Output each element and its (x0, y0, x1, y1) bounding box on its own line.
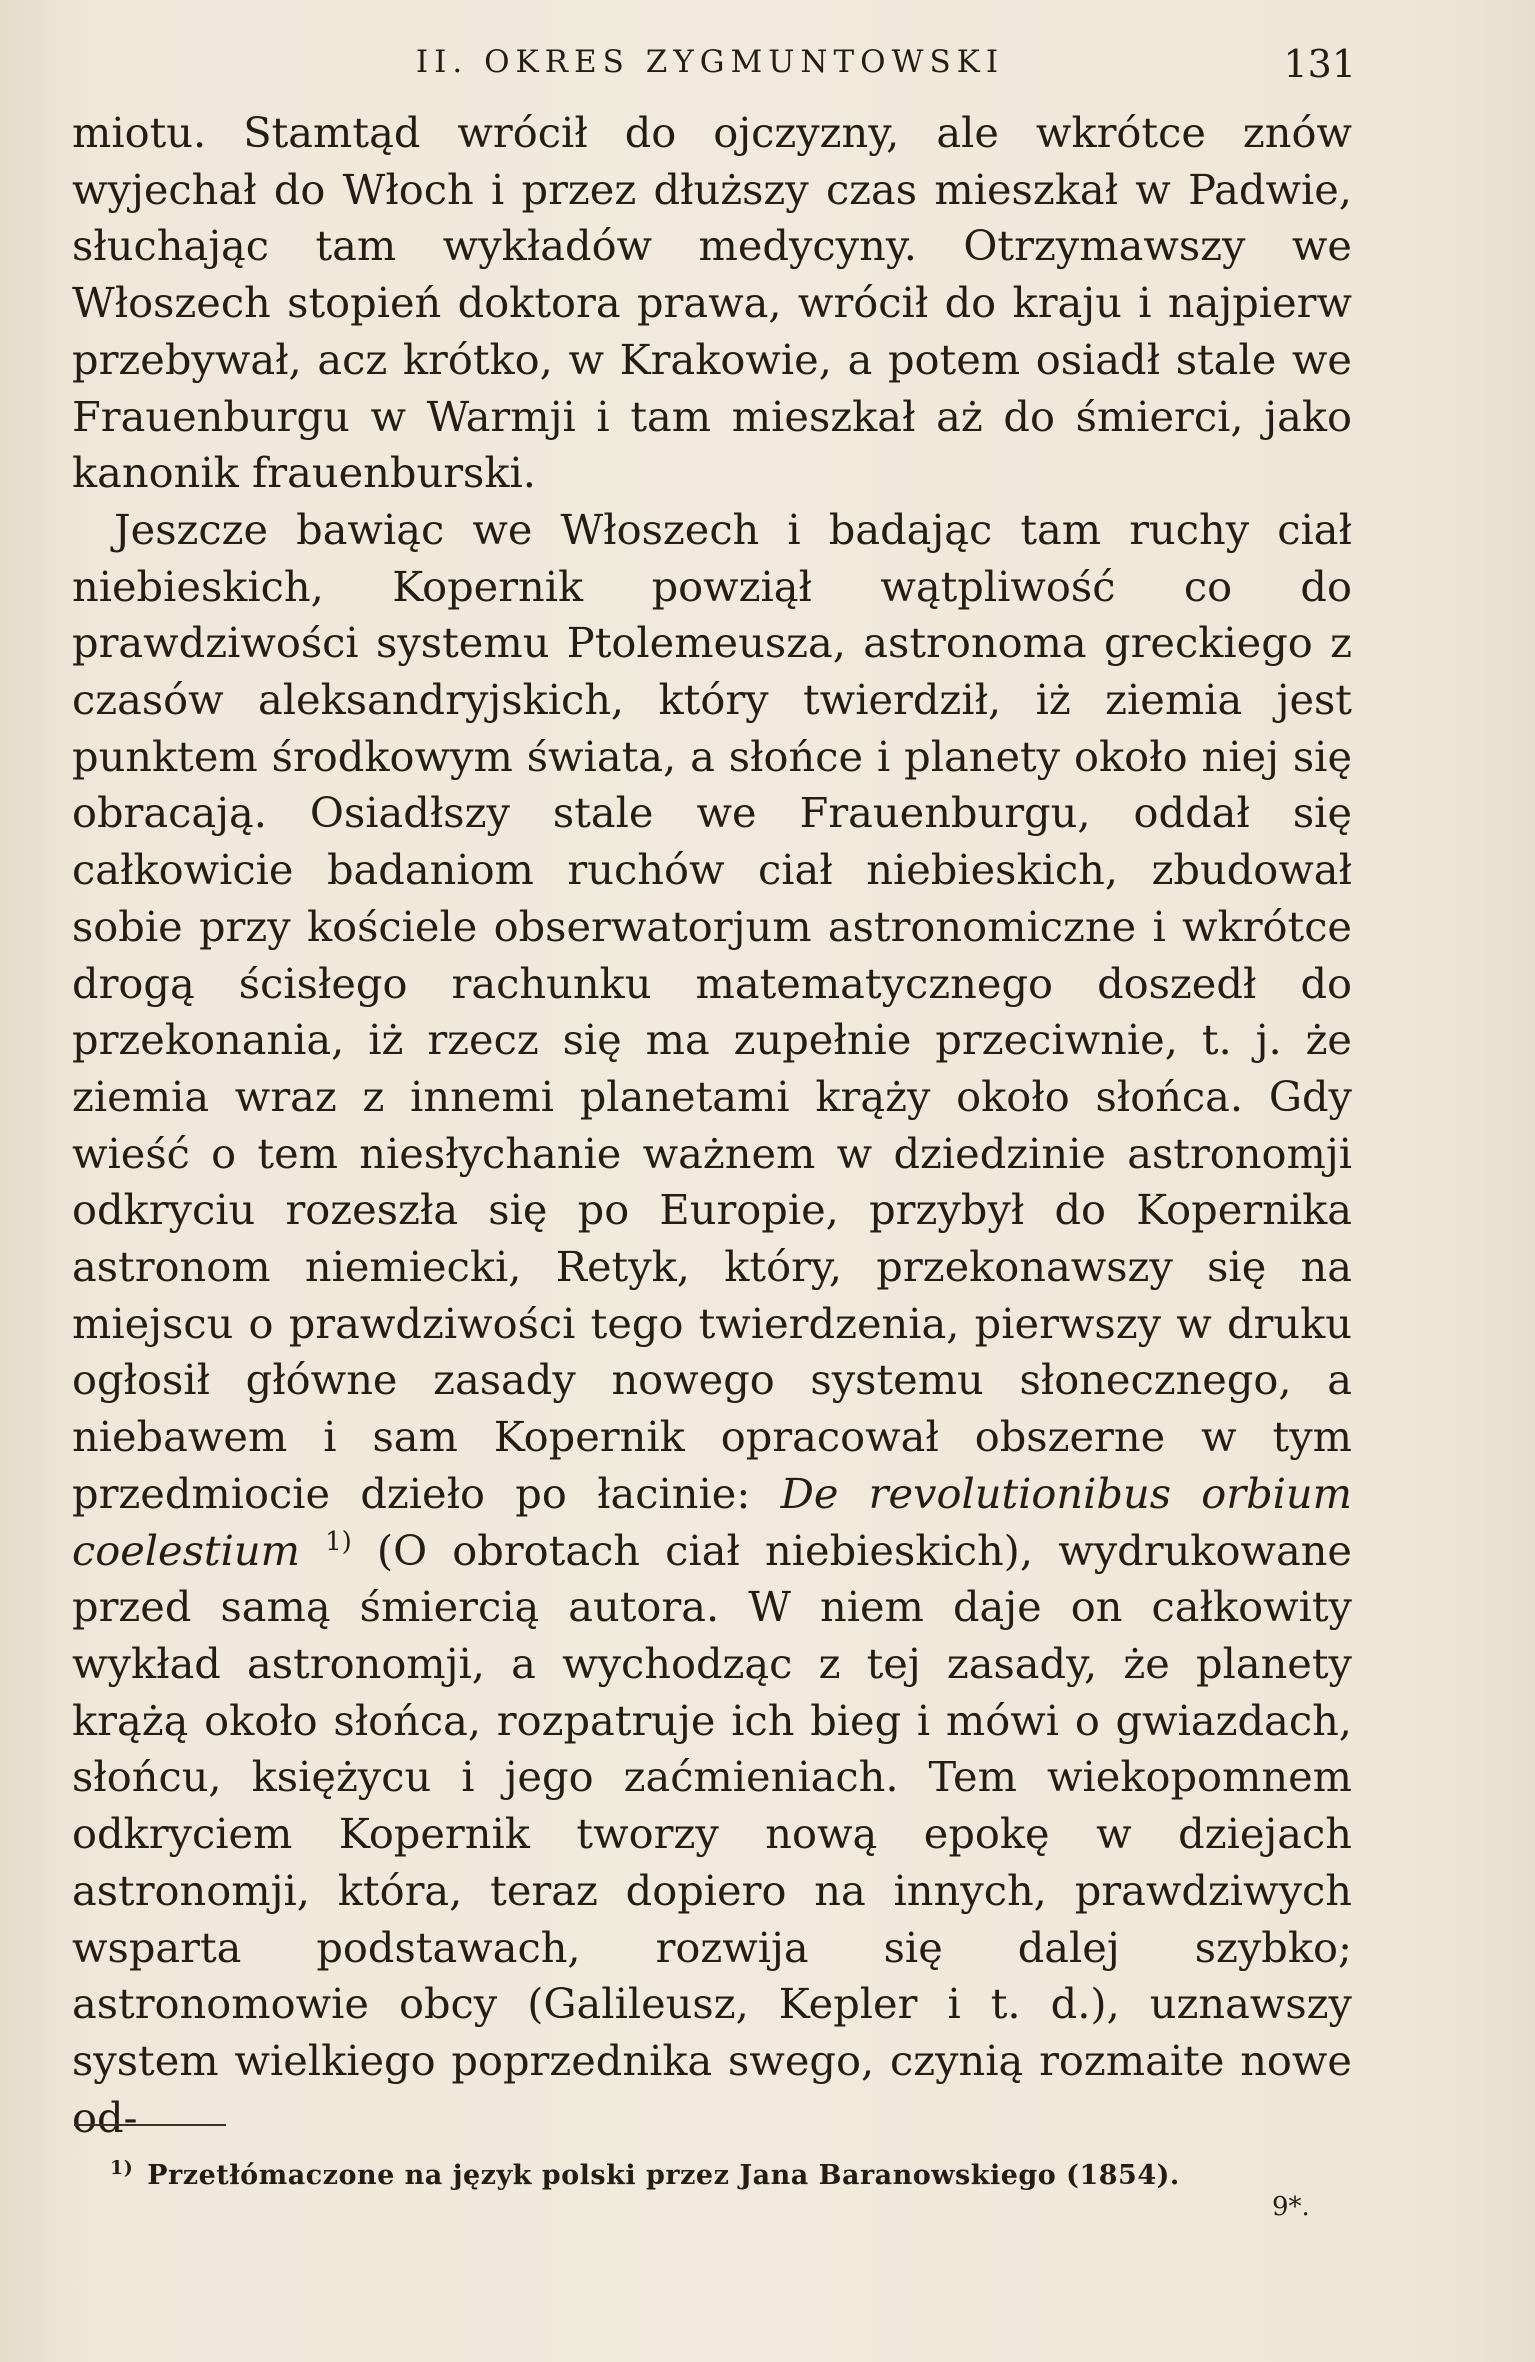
footnote (110, 2157, 1310, 2191)
paragraph-2-part-2: (O obrotach ciał niebieskich), wydrukowane przed samą śmiercią autora. W niem daje on całkowity wykład astronomji, a wychodząc z tej zasady, że planety krążą około słońca, rozpatruje ich bieg i mówi o gwiazdach, słońcu, księżycu i jego zaćmieniach. Tem wiekopomnem odkryciem Kopernik tworzy nową epokę w dziejach astronomji, która, teraz dopiero na innych, prawdziwych wsparta podstawach, rozwija się dalej szybko; astronomowie obcy (Galileusz, Kepler i t. d.), uznawszy system wielkiego poprzednika swego, czynią rozmaite nowe od- (72, 1525, 1352, 2142)
paragraph-2-part-1: Jeszcze bawiąc we Włoszech i badając tam ruchy ciał niebieskich, Kopernik powziął wątpliwość co do prawdziwości systemu Ptolemeusza, astronoma greckiego z czasów aleksandryjskich, który twierdził, iż ziemia jest punktem środkowym świata, a słońce i planety około niej się obracają. Osiadłszy stale we Frauenburgu, oddał się całkowicie badaniom ruchów ciał niebieskich, zbudował sobie przy kościele obserwatorjum astronomiczne i wkrótce drogą ścisłego rachunku matematycznego doszedł do przekonania, iż rzecz się ma zupełnie przeciwnie, t. j. że ziemia wraz z innemi planetami krąży około słońca. Gdy wieść o tem niesłychanie ważnem w dziedzinie astronomji odkryciu rozeszła się po Europie, przybył do Kopernika astronom niemiecki, Retyk, który, przekonawszy się na miejscu o prawdziwości tego twierdzenia, pierwszy w druku ogłosił główne zasady nowego systemu słonecznego, a niebawem i sam Kopernik opracował obszerne w tym przedmiocie dzieło po łacinie: (72, 504, 1352, 1518)
footnote-text: Przetłómaczone na język polski przez Jana Baranowskiego (1854). (147, 2160, 1180, 2191)
main-text (72, 105, 1352, 2146)
running-title: II. OKRES ZYGMUNTOWSKI (415, 44, 1005, 80)
paragraph-2 (72, 502, 1352, 2146)
footnote-marker: 1) (110, 2157, 134, 2179)
page-header (70, 42, 1356, 92)
paragraph-1: miotu. Stamtąd wrócił do ojczyzny, ale wkrótce znów wyjechał do Włoch i przez dłuższy czas mieszkał w Padwie, słuchając tam wykładów medycyny. Otrzymawszy we Włoszech stopień doktora prawa, wrócił do kraju i najpierw przebywał, acz krótko, w Krakowie, a potem osiadł stale we Frauenburgu w Warmji i tam mieszkał aż do śmierci, jako kanonik frauenburski. (72, 108, 1352, 498)
signature-mark: 9*. (1272, 2192, 1310, 2222)
footnote-divider (74, 2124, 226, 2126)
page-number: 131 (1283, 42, 1356, 86)
book-title: De revolutionibus orbium coelestium (72, 1468, 1352, 1575)
footnote-reference[interactable]: 1) (325, 1526, 352, 1557)
